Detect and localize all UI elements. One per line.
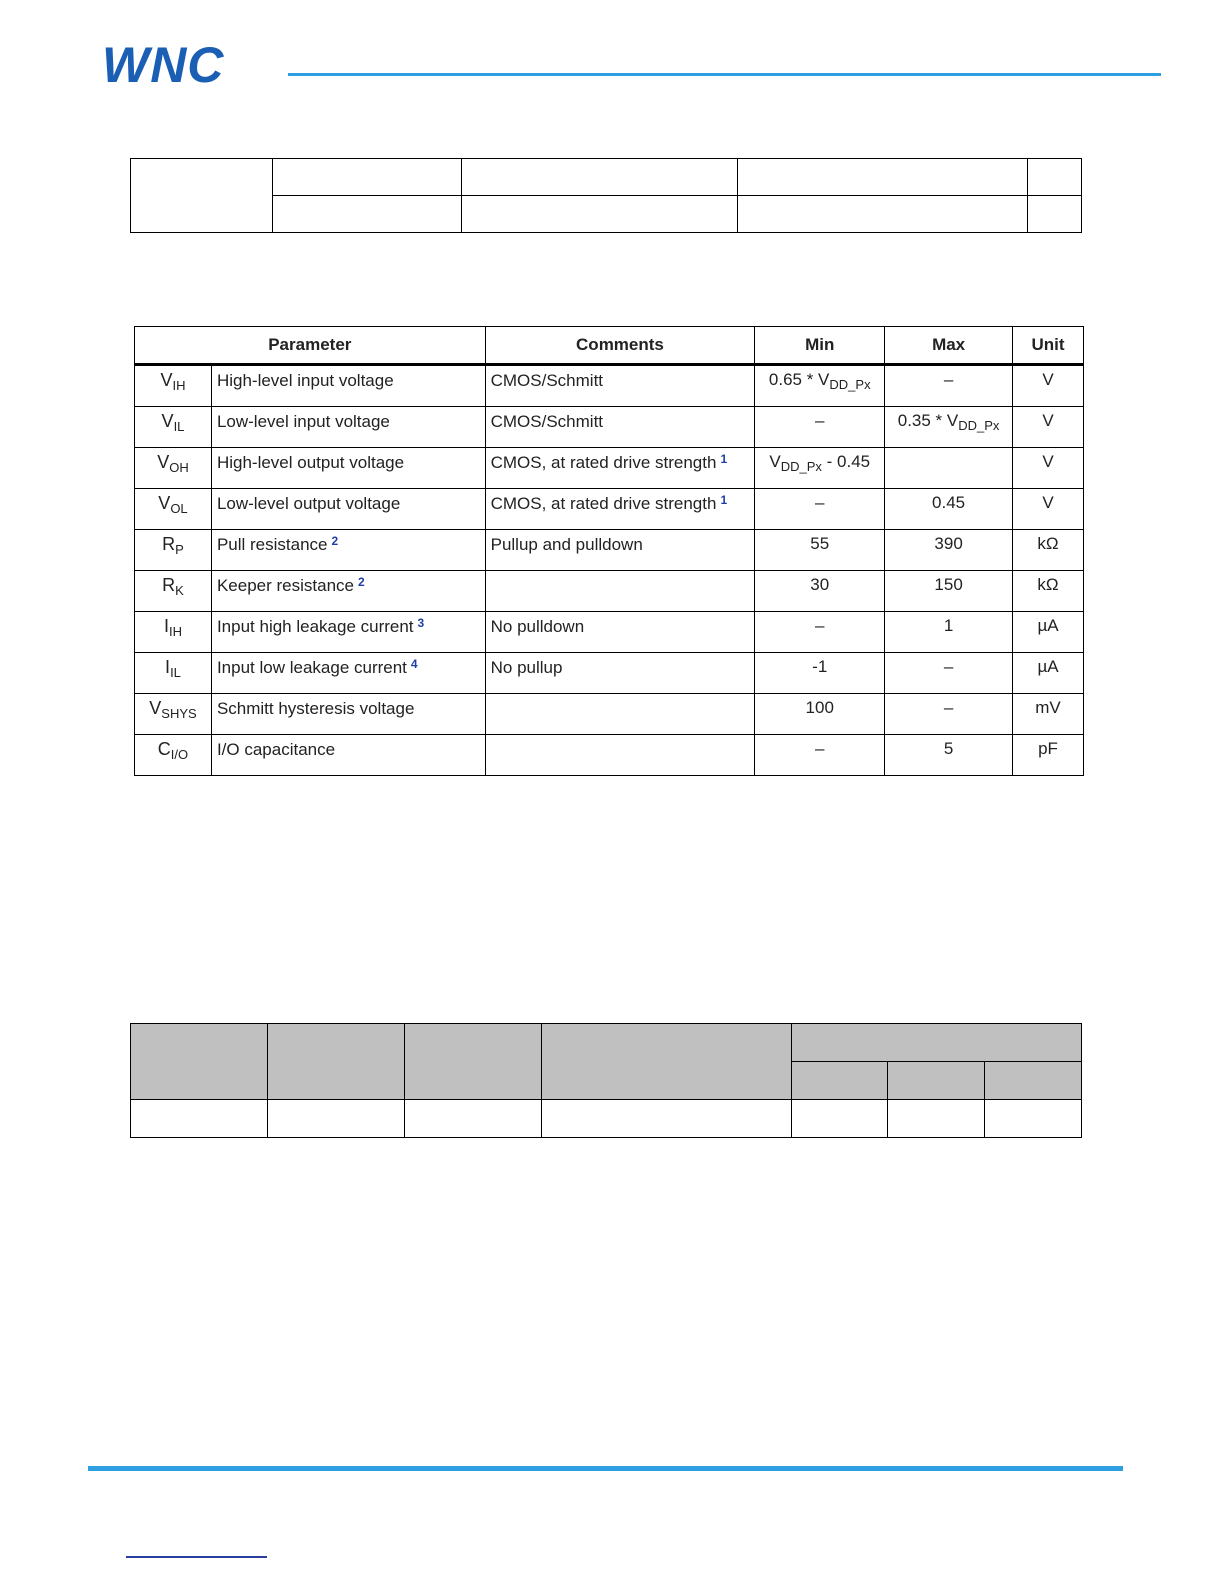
table-header-cell (888, 1062, 985, 1100)
min-value: 30 (810, 575, 830, 594)
subscript: IH (172, 378, 186, 393)
unit-cell (1013, 571, 1084, 612)
comment-cell (485, 571, 755, 612)
subscript: SHYS (161, 706, 197, 721)
header-min: Min (755, 327, 885, 365)
footnote-marker: 2 (357, 575, 365, 589)
min-cell (755, 407, 885, 448)
blank-table-top (130, 158, 1082, 233)
parameter-name: Keeper resistance (216, 576, 354, 595)
header-divider (288, 73, 1161, 76)
symbol-cell (135, 407, 212, 448)
table-cell (461, 196, 738, 233)
unit-value: kΩ (1037, 534, 1059, 553)
unit-cell (1013, 365, 1084, 407)
unit-cell (1013, 489, 1084, 530)
comment-cell (485, 489, 755, 530)
unit-cell (1013, 612, 1084, 653)
max-value: 1 (943, 616, 954, 635)
max-value: – (943, 657, 954, 676)
min-cell (755, 448, 885, 489)
unit-value: µA (1037, 616, 1059, 635)
table-header-cell (985, 1062, 1082, 1100)
table-cell (1028, 196, 1082, 233)
symbol-cell (135, 735, 212, 776)
unit-value: V (1042, 411, 1054, 430)
subscript: K (175, 583, 184, 598)
min-value: – (815, 616, 825, 635)
unit-cell (1013, 448, 1084, 489)
io-characteristics-table (134, 326, 1084, 776)
table-cell (267, 1100, 404, 1138)
max-value: 0.45 (932, 493, 966, 512)
table-row (135, 694, 1084, 735)
table-cell (131, 1100, 268, 1138)
parameter-name: Low-level output voltage (216, 494, 401, 513)
table-row (135, 365, 1084, 407)
table-cell (272, 159, 461, 196)
max-cell (885, 489, 1013, 530)
comment-text: CMOS, at rated drive strength (490, 453, 717, 472)
unit-value: V (1042, 370, 1054, 389)
comment-text: CMOS, at rated drive strength (490, 494, 717, 513)
footer-link-underline (126, 1556, 267, 1558)
symbol: R (162, 575, 176, 595)
table-cell (131, 159, 273, 233)
max-cell (885, 365, 1013, 407)
symbol: V (149, 698, 162, 718)
symbol-cell (135, 571, 212, 612)
symbol-cell (135, 694, 212, 735)
header-unit: Unit (1013, 327, 1084, 365)
min-value: -1 (812, 657, 828, 676)
table-row (135, 530, 1084, 571)
subscript: IL (173, 419, 185, 434)
parameter-name: High-level output voltage (216, 453, 405, 472)
comment-text: No pullup (490, 658, 563, 677)
symbol-cell (135, 365, 212, 407)
parameter-name: High-level input voltage (216, 371, 394, 390)
min-cell (755, 735, 885, 776)
subscript: DD_Px (829, 377, 871, 392)
unit-cell (1013, 653, 1084, 694)
max-value: 5 (943, 739, 954, 758)
max-cell (885, 448, 1013, 489)
parameter-cell (211, 571, 485, 612)
symbol: V (158, 493, 171, 513)
symbol-cell (135, 653, 212, 694)
min-cell (755, 530, 885, 571)
table-header-cell (267, 1024, 404, 1100)
footnote-marker: 2 (331, 534, 339, 548)
unit-cell (1013, 407, 1084, 448)
unit-cell (1013, 735, 1084, 776)
comment-text: CMOS/Schmitt (490, 412, 604, 431)
header-max: Max (885, 327, 1013, 365)
symbol: V (161, 411, 174, 431)
parameter-name: Low-level input voltage (216, 412, 390, 431)
comment-cell (485, 653, 755, 694)
comment-text: CMOS/Schmitt (490, 371, 604, 390)
subscript: I/O (170, 747, 189, 762)
min-value: 100 (805, 698, 834, 717)
subscript: OH (169, 460, 189, 475)
comment-text: Pullup and pulldown (490, 535, 643, 554)
unit-value: µA (1037, 657, 1059, 676)
parameter-cell (211, 653, 485, 694)
unit-value: pF (1038, 739, 1058, 758)
max-cell (885, 407, 1013, 448)
max-cell (885, 530, 1013, 571)
table-header-cell (792, 1062, 888, 1100)
parameter-cell (211, 365, 485, 407)
blank-table-bottom (130, 1023, 1082, 1138)
unit-value: kΩ (1037, 575, 1059, 594)
parameter-cell (211, 735, 485, 776)
subscript: DD_Px (958, 418, 1000, 433)
footer-divider (88, 1466, 1123, 1471)
footnote-marker: 4 (410, 657, 418, 671)
symbol: V (157, 452, 170, 472)
parameter-name: Schmitt hysteresis voltage (216, 699, 415, 718)
table-row (135, 612, 1084, 653)
unit-cell (1013, 694, 1084, 735)
min-cell (755, 653, 885, 694)
table-cell (738, 196, 1028, 233)
subscript: OL (170, 501, 188, 516)
parameter-cell (211, 612, 485, 653)
table-cell (792, 1100, 888, 1138)
header-parameter: Parameter (135, 327, 486, 365)
max-value: 0.35 * V (897, 411, 959, 430)
table-cell (541, 1100, 792, 1138)
symbol-cell (135, 530, 212, 571)
unit-value: V (1042, 493, 1054, 512)
comment-cell (485, 448, 755, 489)
min-tail: - 0.45 (821, 452, 871, 471)
footnote-marker: 1 (720, 493, 728, 507)
unit-value: V (1042, 452, 1054, 471)
table-row (135, 407, 1084, 448)
comment-cell (485, 694, 755, 735)
comment-cell (485, 612, 755, 653)
table-cell (272, 196, 461, 233)
unit-cell (1013, 530, 1084, 571)
symbol: R (162, 534, 176, 554)
symbol-cell (135, 612, 212, 653)
parameter-name: Pull resistance (216, 535, 328, 554)
table-header-cell (131, 1024, 268, 1100)
table-header-cell (404, 1024, 541, 1100)
table-row (135, 571, 1084, 612)
max-cell (885, 694, 1013, 735)
min-value: – (815, 739, 825, 758)
table-cell (404, 1100, 541, 1138)
unit-value: mV (1035, 698, 1061, 717)
symbol-cell (135, 448, 212, 489)
max-value: – (943, 698, 954, 717)
symbol-cell (135, 489, 212, 530)
subscript: IL (170, 665, 181, 680)
symbol: C (157, 739, 171, 759)
parameter-cell (211, 489, 485, 530)
min-cell (755, 612, 885, 653)
symbol: I (163, 616, 169, 636)
table-header-cell (541, 1024, 792, 1100)
parameter-cell (211, 530, 485, 571)
max-cell (885, 612, 1013, 653)
min-value: V (769, 452, 781, 471)
table-cell (985, 1100, 1082, 1138)
max-cell (885, 735, 1013, 776)
min-cell (755, 571, 885, 612)
comment-cell (485, 530, 755, 571)
table-cell (461, 159, 738, 196)
table-cell (888, 1100, 985, 1138)
min-value: 55 (810, 534, 830, 553)
comment-cell (485, 407, 755, 448)
parameter-cell (211, 448, 485, 489)
max-cell (885, 653, 1013, 694)
table-cell (738, 159, 1028, 196)
subscript: IH (168, 624, 182, 639)
min-cell (755, 365, 885, 407)
table-row (135, 448, 1084, 489)
comment-cell (485, 735, 755, 776)
comment-cell (485, 365, 755, 407)
table-header-cell (792, 1024, 1082, 1062)
max-cell (885, 571, 1013, 612)
header-comments: Comments (485, 327, 755, 365)
min-value: – (815, 411, 825, 430)
comment-text: No pulldown (490, 617, 585, 636)
max-value: – (943, 370, 954, 389)
min-value: – (815, 493, 825, 512)
min-cell (755, 694, 885, 735)
parameter-cell (211, 407, 485, 448)
min-cell (755, 489, 885, 530)
parameter-name: I/O capacitance (216, 740, 336, 759)
symbol: I (165, 657, 171, 677)
parameter-name: Input low leakage current (216, 658, 407, 677)
table-row (135, 489, 1084, 530)
subscript: DD_Px (780, 459, 822, 474)
symbol: V (160, 370, 173, 390)
wnc-logo: WNC (102, 37, 225, 93)
table-row (135, 653, 1084, 694)
max-value: 150 (934, 575, 963, 594)
table-row (135, 735, 1084, 776)
parameter-cell (211, 694, 485, 735)
table-cell (1028, 159, 1082, 196)
min-value: 0.65 * V (768, 370, 830, 389)
footnote-marker: 1 (720, 452, 728, 466)
max-value: 390 (934, 534, 963, 553)
footnote-marker: 3 (417, 616, 425, 630)
subscript: P (175, 542, 184, 557)
parameter-name: Input high leakage current (216, 617, 414, 636)
